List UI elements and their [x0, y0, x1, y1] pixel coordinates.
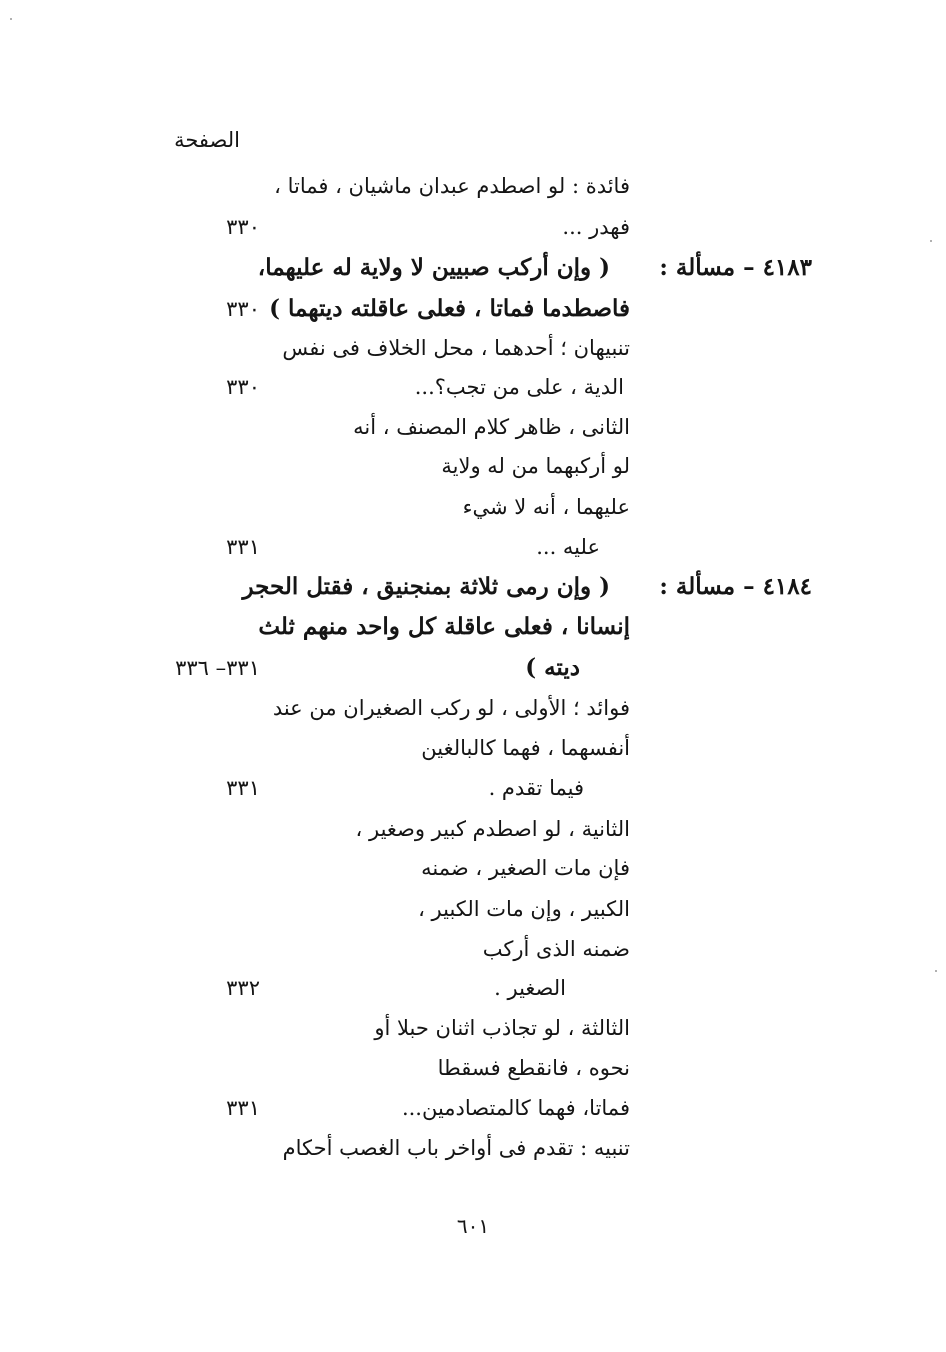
index-line [0, 207, 946, 247]
entry-text: فماتا، فهما كالمتصادمين... [401, 1096, 630, 1120]
entry-text: أنفسهما ، فهما كالبالغين [421, 736, 630, 760]
entry-text: تنبيهان ؛ أحدهما ، محل الخلاف فى نفس [282, 336, 630, 360]
page-reference: ٣٣١ [226, 1096, 260, 1120]
entry-number: ٤١٨٤ – مسألة : [659, 573, 812, 600]
index-line [0, 446, 946, 486]
index-line [0, 367, 946, 407]
index-line [0, 688, 946, 728]
entry-text: نحوه ، فانقطع فسقطا [437, 1056, 630, 1080]
index-line [0, 768, 946, 808]
entry-text: ضمنه الذى أركب [482, 937, 630, 961]
entry-heading-text: إنسانا ، فعلى عاقلة كل واحد منهم ثلث [258, 613, 630, 640]
entry-text: عليه ... [536, 535, 600, 559]
index-line [0, 1048, 946, 1088]
entry-heading-text: ديته ) [525, 654, 580, 681]
paper-speck [930, 240, 932, 242]
page-reference: ٣٣١ [226, 776, 260, 800]
entry-text: الثانية ، لو اصطدم كبير وصغير ، [355, 817, 630, 841]
entry-text: فائدة : لو اصطدم عبدان ماشيان ، فماتا ، [274, 174, 630, 198]
paper-speck [935, 970, 937, 972]
entry-text: لو أركبهما من له ولاية [441, 454, 630, 478]
entry-text: الدية ، على من تجب؟... [414, 375, 624, 399]
index-line [0, 328, 946, 368]
entry-text: عليهما ، أنه لا شيء [462, 495, 630, 519]
index-line [0, 567, 946, 607]
page-reference: ٣٣٠ [226, 375, 260, 399]
index-line [0, 166, 946, 206]
index-line [0, 407, 946, 447]
entry-heading-text: ( وإن أركب صبيين لا ولاية له عليهما، [257, 254, 610, 281]
entry-text: فهدر ... [562, 215, 630, 239]
entry-number: ٤١٨٣ – مسألة : [659, 254, 812, 281]
entry-text: فإن مات الصغير ، ضمنه [421, 856, 630, 880]
page-reference: ٣٣١ [226, 535, 260, 559]
page-reference: ٣٣١– ٣٣٦ [175, 656, 260, 680]
page-column-header: الصفحة [174, 128, 240, 152]
index-line [0, 607, 946, 647]
page-reference: ٣٣٠ [226, 297, 260, 321]
index-line [0, 889, 946, 929]
index-line [0, 848, 946, 888]
index-line [0, 1008, 946, 1048]
page-number: ٦٠١ [456, 1214, 490, 1238]
index-line [0, 1128, 946, 1168]
entry-text: فيما تقدم . [488, 776, 584, 800]
index-line [0, 809, 946, 849]
index-line [0, 527, 946, 567]
entry-text: فوائد ؛ الأولى ، لو ركب الصغيران من عند [272, 696, 630, 720]
entry-heading-text: ( وإن رمى ثلاثة بمنجنيق ، فقتل الحجر [242, 573, 610, 600]
index-line [0, 248, 946, 288]
index-line [0, 1088, 946, 1128]
entry-text: الكبير ، وإن مات الكبير ، [418, 897, 630, 921]
entry-text: الثانى ، ظاهر كلام المصنف ، أنه [353, 415, 630, 439]
paper-speck [10, 18, 12, 20]
entry-text: تنبيه : تقدم فى أواخر باب الغصب أحكام [282, 1136, 630, 1160]
index-line [0, 728, 946, 768]
index-line [0, 487, 946, 527]
index-line [0, 929, 946, 969]
entry-text: الثالثة ، لو تجاذب اثنان حبلا أو [374, 1016, 630, 1040]
entry-heading-text: فاصطدما فماتا ، فعلى عاقلته ديتهما ) [269, 295, 630, 322]
page-reference: ٣٣٠ [226, 215, 260, 239]
index-line [0, 648, 946, 688]
index-line [0, 289, 946, 329]
entry-text: الصغير . [494, 976, 566, 1000]
page-reference: ٣٣٢ [226, 976, 260, 1000]
index-line [0, 968, 946, 1008]
